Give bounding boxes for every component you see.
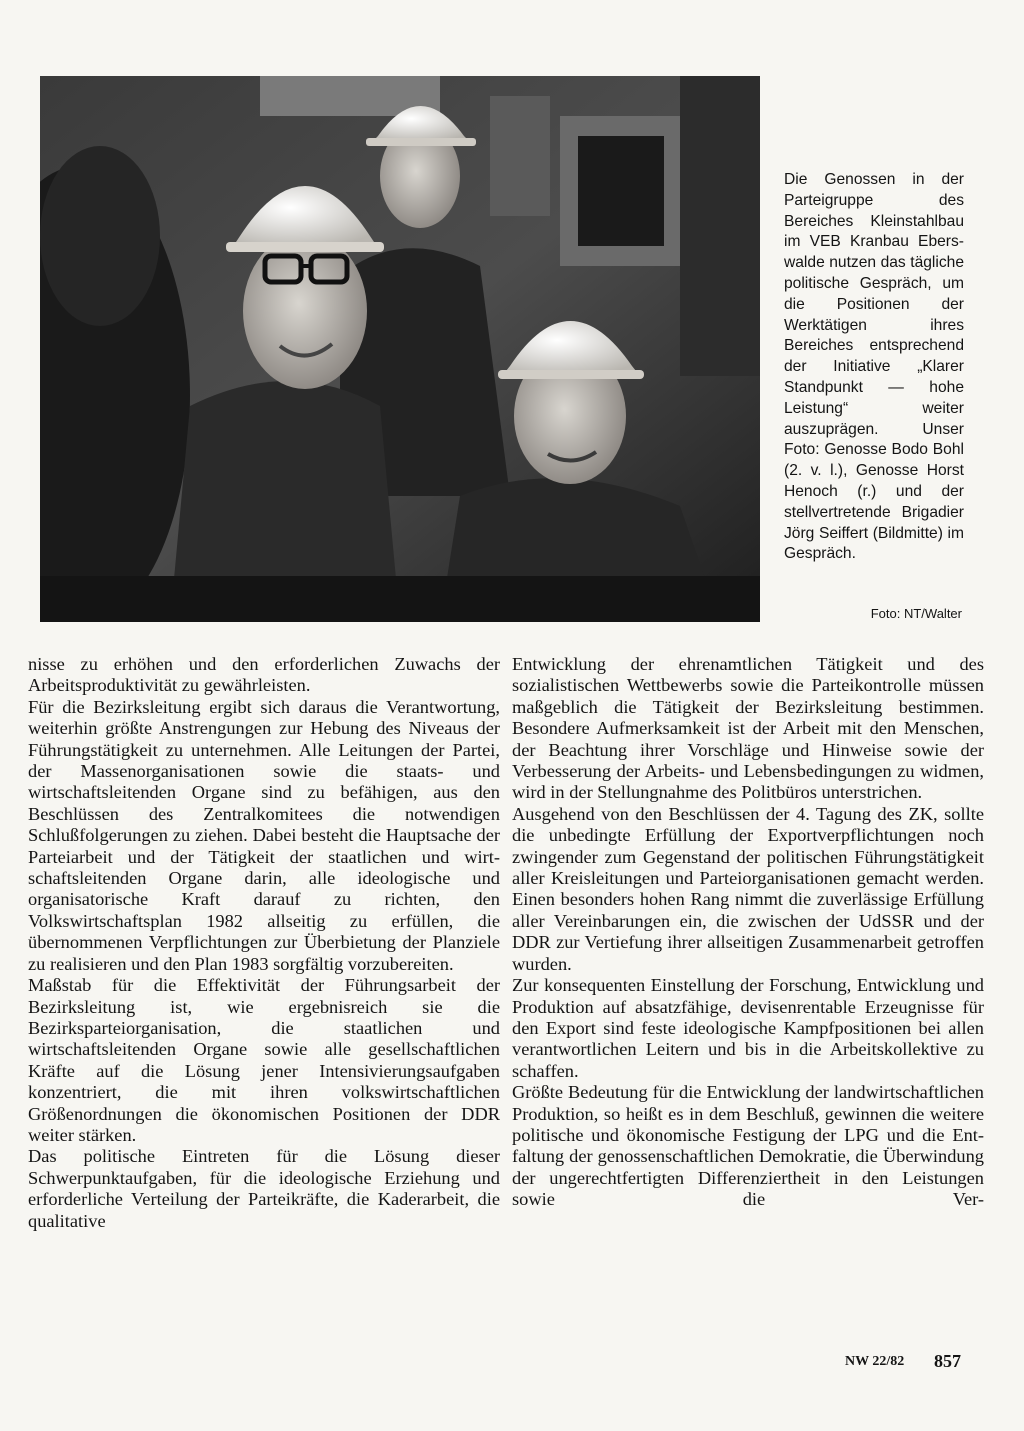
paragraph: Maßstab für die Effektivität der Führungsarbeit der Bezirksleitung ist, wie ergebnisreich sie die Bezirksparteiorganisation, die staatlichen und wirtschaftsleitenden Organe sowie alle gesellschaftlichen Kräfte auf die Lösung jener Intensivierungsaufgaben konzentriert, die mit ihren volkswirtschaftlichen Größenordnungen die ökonomischen Positionen der DDR weiter stärken. xyxy=(28,975,500,1145)
text-column-right xyxy=(512,654,984,1211)
paragraph: Ausgehend von den Beschlüssen der 4. Tagung des ZK, sollte die unbedingte Erfüllung der Exportverpflichtungen noch zwingender zum Gegenstand der politischen Führungstätigkeit aller Kreisleitungen und Parteiorganisationen gemacht werden. Einen besonders hohen Rang nimmt die zuverlässige Erfüllung aller Vereinbarungen ein, die zwischen der UdSSR und der DDR zur Vertiefung ihrer allseitigen Zusammenarbeit getroffen wurden. xyxy=(512,803,984,974)
paragraph: Das politische Eintreten für die Lösung dieser Schwerpunktaufgaben, für die ideologische Erziehung und erforderliche Verteilung der Parteikräfte, die Kaderarbeit, die qualitative xyxy=(28,1146,500,1231)
photo-credit: Foto: NT/Walter xyxy=(870,606,962,621)
paragraph: Entwicklung der ehrenamtlichen Tätigkeit und des sozialistischen Wettbewerbs sowie die Parteikontrolle müssen maßgeblich die Tätigkeit der Bezirksleitung bestimmen. Besondere Aufmerksamkeit ist der Arbeit mit den Menschen, der Beachtung ihrer Vorschläge und Hinweise sowie der Verbesserung der Arbeits- und Lebensbedingungen zu widmen, wird in der Stellungnahme des Politbüros unterstrichen. xyxy=(512,654,984,803)
issue-number: NW 22/82 xyxy=(845,1354,905,1369)
page-number: 857 xyxy=(934,1351,961,1371)
photo-illustration xyxy=(40,76,760,622)
paragraph: Zur konsequenten Einstellung der Forschung, Entwicklung und Produktion auf absatzfähige, devisenrentable Erzeugnisse für den Export sind feste ideologische Kampfpositionen bei allen verantwortlichen Leitern und bis in die Arbeitskollektive zu schaffen. xyxy=(512,975,984,1081)
text-column-left xyxy=(28,654,500,1232)
paragraph: Größte Bedeutung für die Entwicklung der landwirtschaftlichen Produktion, so heißt es in dem Beschluß, gewinnen die weitere politische und ökonomische Festigung der LPG und die Entfaltung der genossenschaftlichen Demokratie, die Überwindung der ungerechtfertigten Differenziertheit in den Leistungen sowie die Ver- xyxy=(512,1082,984,1210)
photo-caption-text: Die Genossen in der Parteigruppe des Bereiches Kleinstahlbau im VEB Kranbau Eberswalde nutzen das tägliche politische Gespräch, um die Positionen der Werktätigen ihres Bereiches entsprechend der Initiative „Klarer Standpunkt — hohe Leistung“ weiter auszuprägen. Unser Foto: Genosse Bodo Bohl (2. v. l.), Genosse Horst Henoch (r.) und der stellvertretende Brigadier Jörg Seiffert (Bildmitte) im Gespräch. xyxy=(784,171,964,563)
paragraph: nisse zu erhöhen und den erforderlichen Zuwachs der Arbeitsproduktivität zu gewährleisten. xyxy=(28,654,500,696)
photo-three-workers-in-hard-hats xyxy=(40,76,760,622)
photo-caption xyxy=(784,170,964,565)
paragraph: Für die Bezirksleitung ergibt sich daraus die Verantwortung, weiterhin größte Anstrengungen zur Hebung des Niveaus der Führungstätigkeit zu unternehmen. Alle Leitungen der Partei, der Massenorganisationen sowie die staats- und wirtschaftsleitenden Organe sind zu befähigen, aus den Beschlüssen des Zentralkomitees die notwendigen Schlußfolgerungen zu ziehen. Dabei besteht die Hauptsache der Parteiarbeit und der Tätigkeit der staatlichen und wirtschaftsleitenden Organe darin, alle ideologische und organisatorische Kraft darauf zu richten, den Volkswirtschaftsplan 1982 allseitig zu erfüllen, die übernommenen Verpflichtungen zur Überbietung der Planziele zu realisieren und den Plan 1983 sorgfältig vorzubereiten. xyxy=(28,696,500,974)
